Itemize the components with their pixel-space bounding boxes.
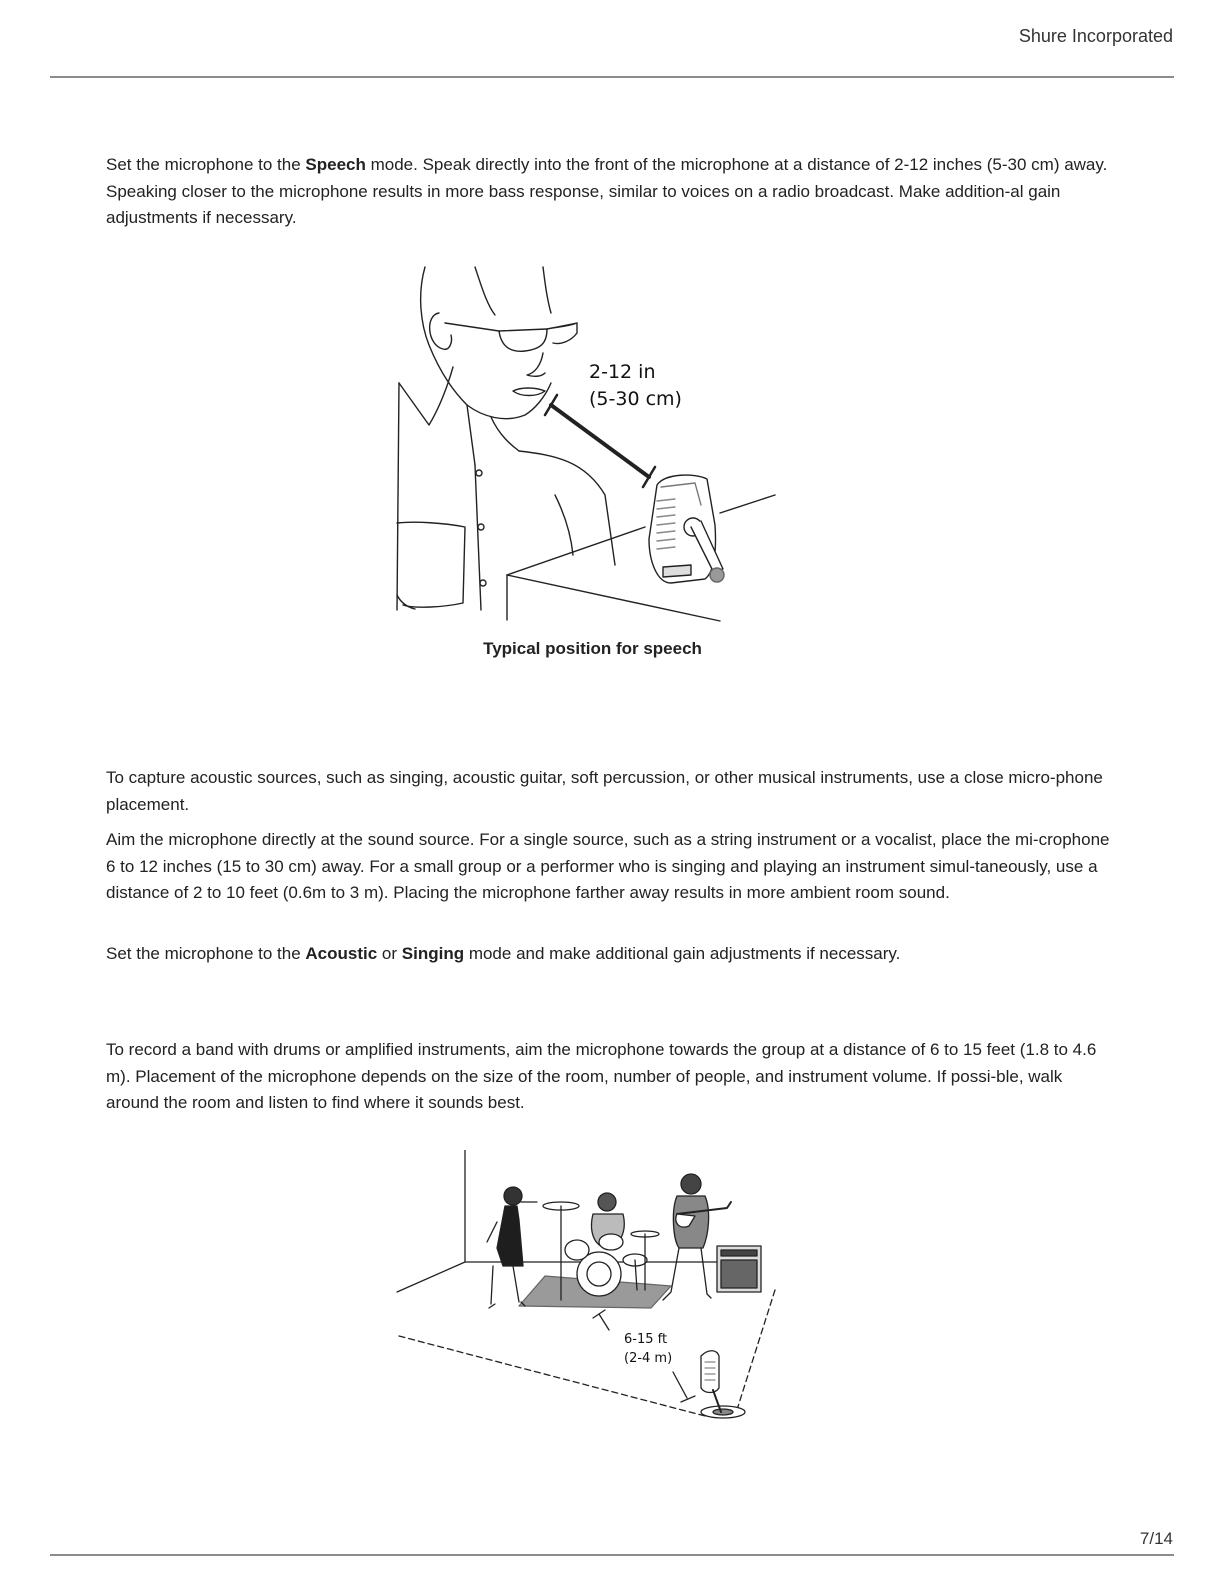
acoustic-paragraph-3: Set the microphone to the Acoustic or Singing mode and make additional gain adjustments if necessary. [106,944,901,963]
speech-figure-caption: Typical position for speech [483,639,702,658]
header-company-name: Shure Incorporated [1018,26,1173,46]
footer-divider [50,1554,1174,1556]
speech-position-illustration [395,265,780,625]
band-paragraph: To record a band with drums or amplified instruments, aim the microphone towards the group at a distance of 6 to 15 feet (1.8 to 4.6 m). Placement of the microphone depends on the size of the room, number of people, and instrument volume. If possi-ble, walk around the room and listen to find where it sounds best. [106,1040,1097,1113]
singing-mode-term: Singing [401,944,465,963]
band-distance-label: 6-15 ft (2-4 m) [624,1332,673,1366]
speech-mode-term: Speech [305,155,366,174]
acoustic-paragraph-2: Aim the microphone directly at the sound source. For a single source, such as a string instrument or a vocalist, place the mi-crophone 6 to 12 inches (15 to 30 cm) away. For a small group or a performer who is singing and playing an instrument simul-taneously, use a distance of 2 to 10 feet (0.6m to 3 m). Placing the microphone farther away results in more ambient room sound. [106,830,1110,903]
header-divider [50,76,1174,78]
speech-distance-label: 2-12 in (5-30 cm) [589,361,682,410]
band-position-illustration [395,1150,780,1430]
acoustic-paragraph-1: To capture acoustic sources, such as singing, acoustic guitar, soft percussion, or other musical instruments, use a close micro-phone placement. [106,768,1103,814]
page-number: 7/14 [1139,1529,1173,1548]
acoustic-mode-term: Acoustic [305,944,378,963]
speech-paragraph: Set the microphone to the Speech mode. Speak directly into the front of the microphone at a distance of 2-12 inches (5-30 cm) away. Speaking closer to the microphone results in more bass response, similar to voices on a radio broadcast. Make addition-al gain adjustments if necessary. [106,155,1108,228]
